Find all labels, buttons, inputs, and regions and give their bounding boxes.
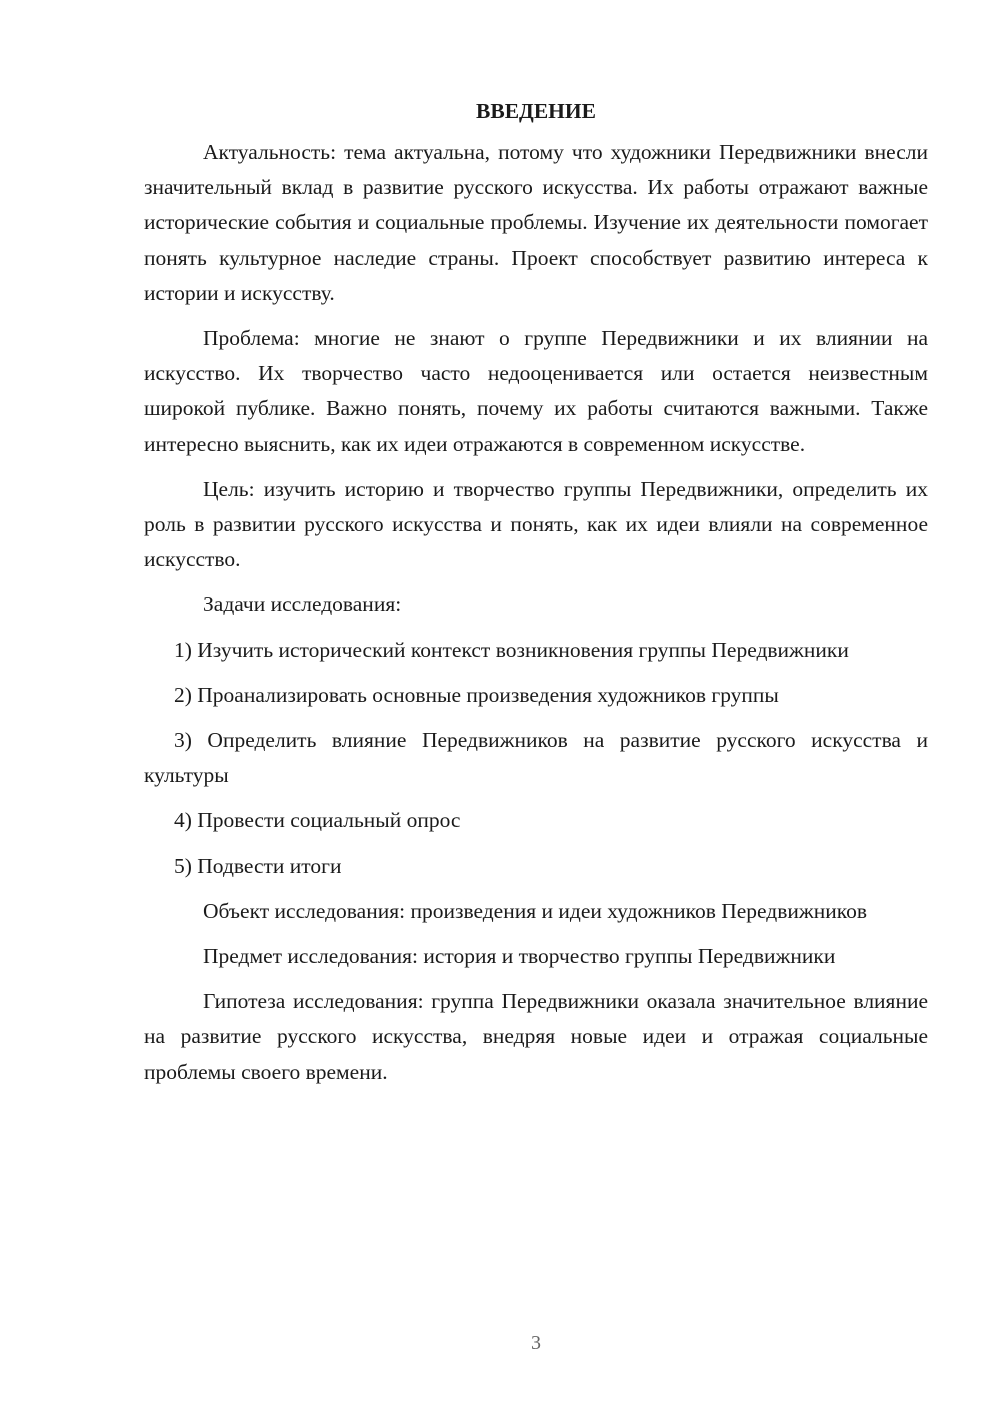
- list-item: 3) Определить влияние Передвижников на развитие русского искусства и культуры: [144, 728, 928, 788]
- list-item: 1) Изучить исторический контекст возникновения группы Передвижники: [174, 637, 849, 662]
- page-number: 3: [531, 1332, 541, 1354]
- tasks-heading: Задачи исследования:: [203, 592, 402, 617]
- list-item: 4) Провести социальный опрос: [174, 808, 461, 833]
- list-item: 2) Проанализировать основные произведения художников группы: [174, 682, 779, 707]
- paragraph-object: Объект исследования: произведения и идеи художников Передвижников: [203, 898, 868, 923]
- page-title: ВВЕДЕНИЕ: [476, 99, 596, 123]
- paragraph-problem: Проблема: многие не знают о группе Передвижники и их влиянии на искусство. Их творчество часто недооценивается или остается неизвестным широкой публике. Важно понять, почему их работы считаются важными. Также интересно выяснить, как их идеи отражаются в современном искусстве.: [144, 326, 928, 456]
- list-item: 5) Подвести итоги: [174, 853, 342, 878]
- paragraph-goal: Цель: изучить историю и творчество группы Передвижники, определить их роль в развитии русского искусства и понять, как их идеи влияли на современное искусство.: [144, 476, 928, 572]
- page-content: [144, 96, 928, 1100]
- paragraph-relevance: Актуальность: тема актуальна, потому что художники Передвижники внесли значительный вклад в развитие русского искусства. Их работы отражают важные исторические события и социальные проблемы. Изучение их деятельности помогает понять культурное наследие страны. Проект способствует развитию интереса к истории и искусству.: [144, 140, 928, 305]
- paragraph-subject: Предмет исследования: история и творчество группы Передвижники: [203, 944, 836, 969]
- paragraph-hypothesis: Гипотеза исследования: группа Передвижники оказала значительное влияние на развитие русского искусства, внедряя новые идеи и отражая социальные проблемы своего времени.: [144, 989, 928, 1084]
